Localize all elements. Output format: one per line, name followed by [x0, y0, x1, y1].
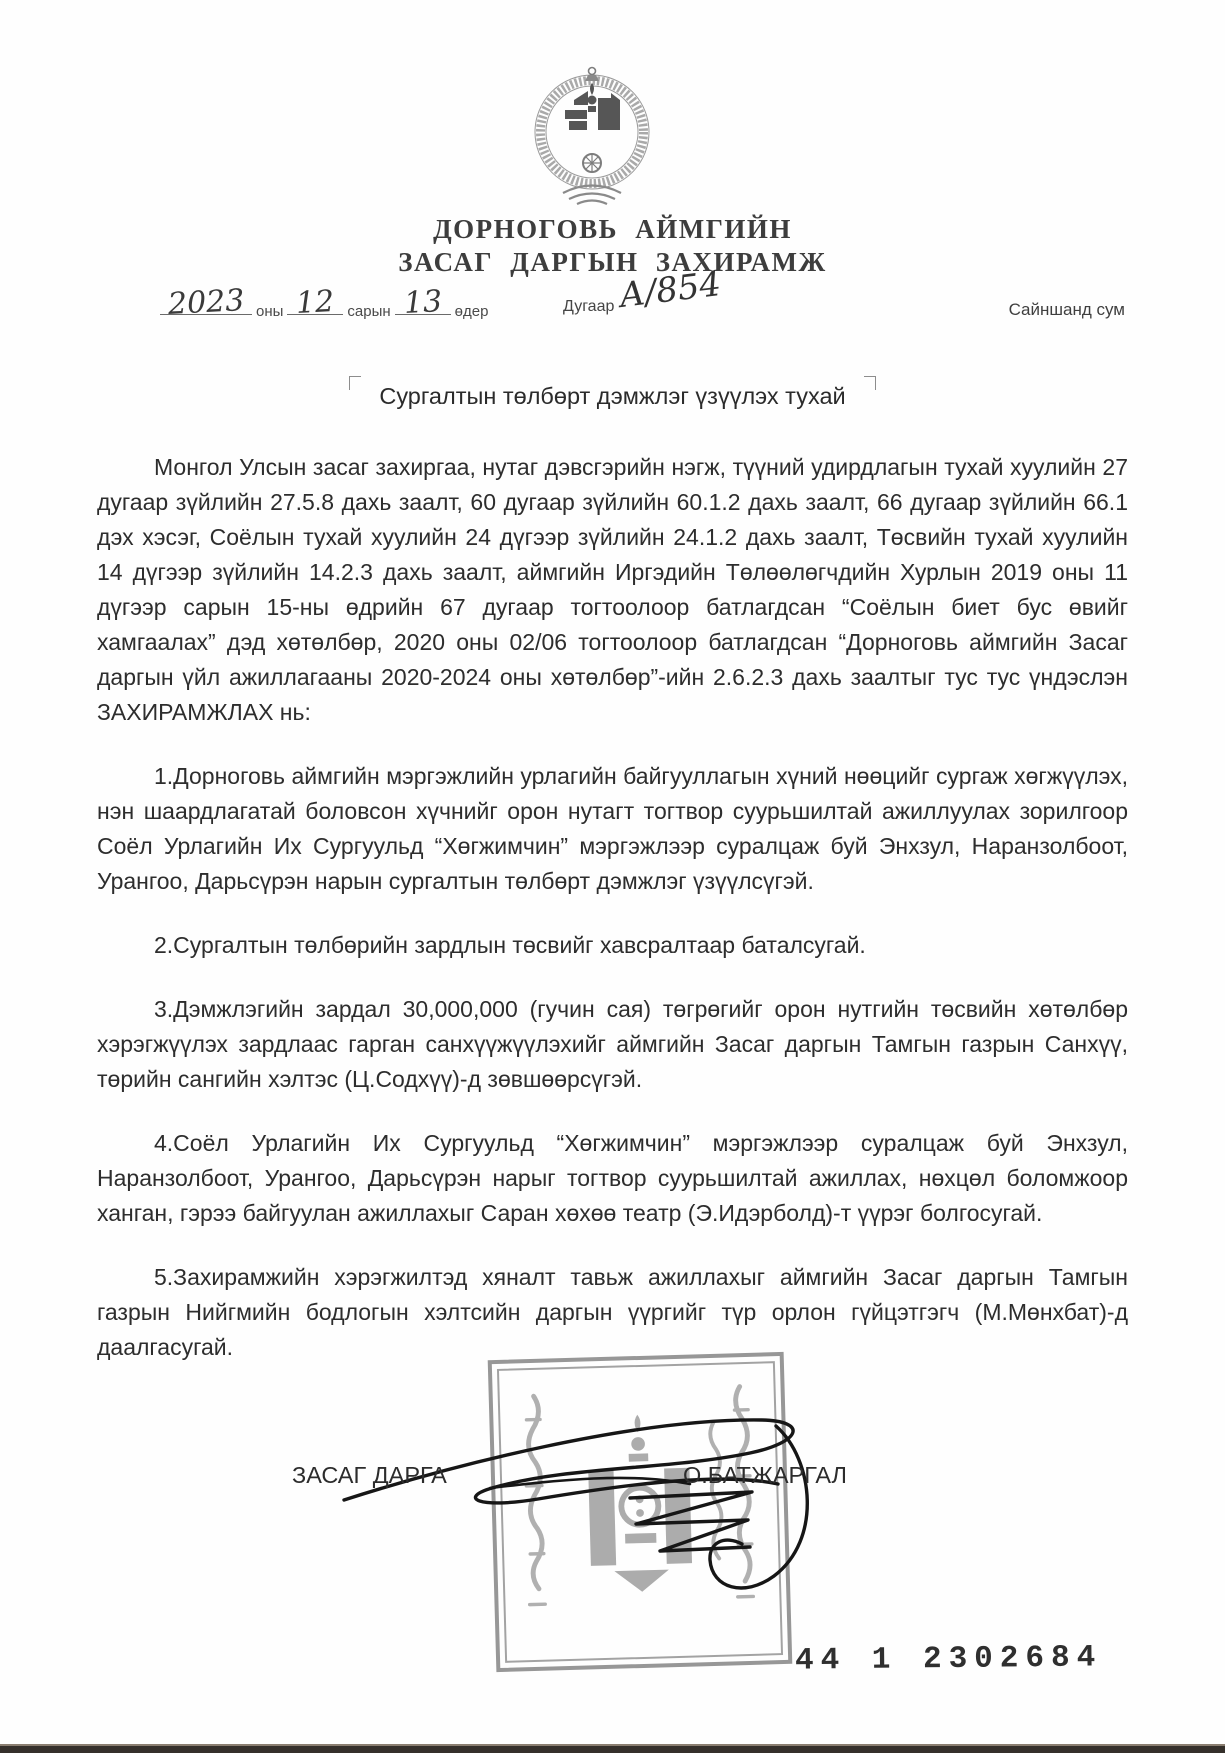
signer-title: ЗАСАГ ДАРГА	[292, 1462, 447, 1488]
month-handwritten: 12	[295, 284, 336, 321]
day-blank	[395, 284, 451, 321]
year-handwritten: 2023	[166, 283, 246, 322]
title-bracket-right-icon	[864, 376, 876, 390]
decree-body	[97, 450, 1128, 1365]
mongolia-state-emblem-icon	[527, 62, 657, 212]
number-label: Дугаар	[563, 298, 615, 315]
location-label: Сайншанд сум	[1008, 300, 1125, 319]
date-number-row	[0, 263, 1225, 344]
day-label: өдер	[454, 303, 489, 320]
decree-item-3: 3.Дэмжлэгийн зардал 30,000,000 (гучин сая) төгрөгийг орон нутгийн төсвийн хөтөлбөр хэрэгжүүлэх зардлаас гарган санхүүжүүлэхийг аймгийн Засаг даргын Тамгын газрын Санхүү, төрийн сангийн хэлтэс (Ц.Содхүү)-д зөвшөөрсүгэй.	[97, 996, 1128, 1092]
preamble-paragraph: Монгол Улсын засаг захиргаа, нутаг дэвсгэрийн нэгж, түүний удирдлагын тухай хуулийн 27 дугаар зүйлийн 27.5.8 дахь заалт, 60 дугаар зүйлийн 60.1.2 дахь заалт, 66 дугаар зүйлийн 66.1 дэх хэсэг, Соёлын тухай хуулийн 24 дүгээр зүйлийн 24.1.2 дахь заалт, Төсвийн тухай хуулийн 14 дүгээр зүйлийн 14.2.3 дахь заалт, аймгийн Иргэдийн Төлөөлөгчдийн Хурлын 2019 оны 11 дүгээр сарын 15-ны өдрийн 67 дугаар тогтоолоор батлагдсан “Соёлын биет бус өвийг хамгаалах” дэд хөтөлбөр, 2020 оны 02/06 тогтоолоор батлагдсан “Дорноговь аймгийн Засаг даргын үйл ажиллагааны 2020-2024 оны хөтөлбөр”-ийн 2.6.2.3 дахь заалтыг тус тус үндэслэн ЗАХИРАМЖЛАХ нь:	[97, 454, 1128, 725]
decree-item-4: 4.Соёл Урлагийн Их Сургуульд “Хөгжимчин” мэргэжлээр суралцаж буй Энхзул, Наранзолбоот, Урангоо, Дарьсүрэн нарыг тогтвор суурьшилтай ажиллах, нөхцөл боломжоор ханган, гэрээ байгуулан ажиллахыг Саран хөхөө театр (Э.Идэрболд)-т үүрэг болгосугай.	[97, 1130, 1128, 1226]
subject-line	[0, 383, 1225, 410]
org-name-line2: ЗАСАГ ДАРГЫН ЗАХИРАМЖ	[398, 247, 827, 277]
decree-item-2: 2.Сургалтын төлбөрийн зардлын төсвийг хавсралтаар баталсугай.	[154, 932, 866, 958]
year-blank	[160, 283, 252, 322]
title-bracket-left-icon	[349, 376, 361, 390]
decree-number-group	[563, 263, 724, 317]
official-stamp	[488, 1352, 793, 1672]
month-label: сарын	[347, 303, 391, 320]
signer-name: О.БАТЖАРГАЛ	[683, 1462, 847, 1488]
scan-edge-line	[0, 1746, 1225, 1753]
year-label: оны	[256, 303, 284, 320]
date-fields	[160, 283, 492, 322]
number-handwritten: А/854	[616, 263, 724, 317]
org-name-line1: ДОРНОГОВЬ АЙМГИЙН	[433, 214, 792, 244]
subject-title: Сургалтын төлбөрт дэмжлэг үзүүлэх тухай	[379, 383, 846, 409]
month-blank	[287, 284, 343, 321]
decree-item-5: 5.Захирамжийн хэрэгжилтэд хяналт тавьж ажиллахыг аймгийн Засаг даргын Тамгын газрын Нийгмийн бодлогын хэлтсийн даргын үүргийг түр орлон гүйцэтгэгч (М.Мөнхбат)-д даалгасугай.	[97, 1264, 1128, 1360]
decree-item-1: 1.Дорноговь аймгийн мэргэжлийн урлагийн байгууллагын хүний нөөцийг сургаж хөгжүүлэх, нэн шаардлагатай боловсон хүчнийг орон нутагт тогтвор суурьшилтай ажиллуулах зорилгоор Соёл Урлагийн Их Сургуульд “Хөгжимчин” мэргэжлээр суралцаж буй Энхзул, Наранзолбоот, Урангоо, Дарьсүрэн нарын сургалтын төлбөрт дэмжлэг үзүүлсүгэй.	[97, 763, 1128, 894]
day-handwritten: 13	[402, 284, 443, 321]
document-header	[0, 213, 1225, 279]
registration-number: 44 1 2302684	[794, 1640, 1103, 1679]
